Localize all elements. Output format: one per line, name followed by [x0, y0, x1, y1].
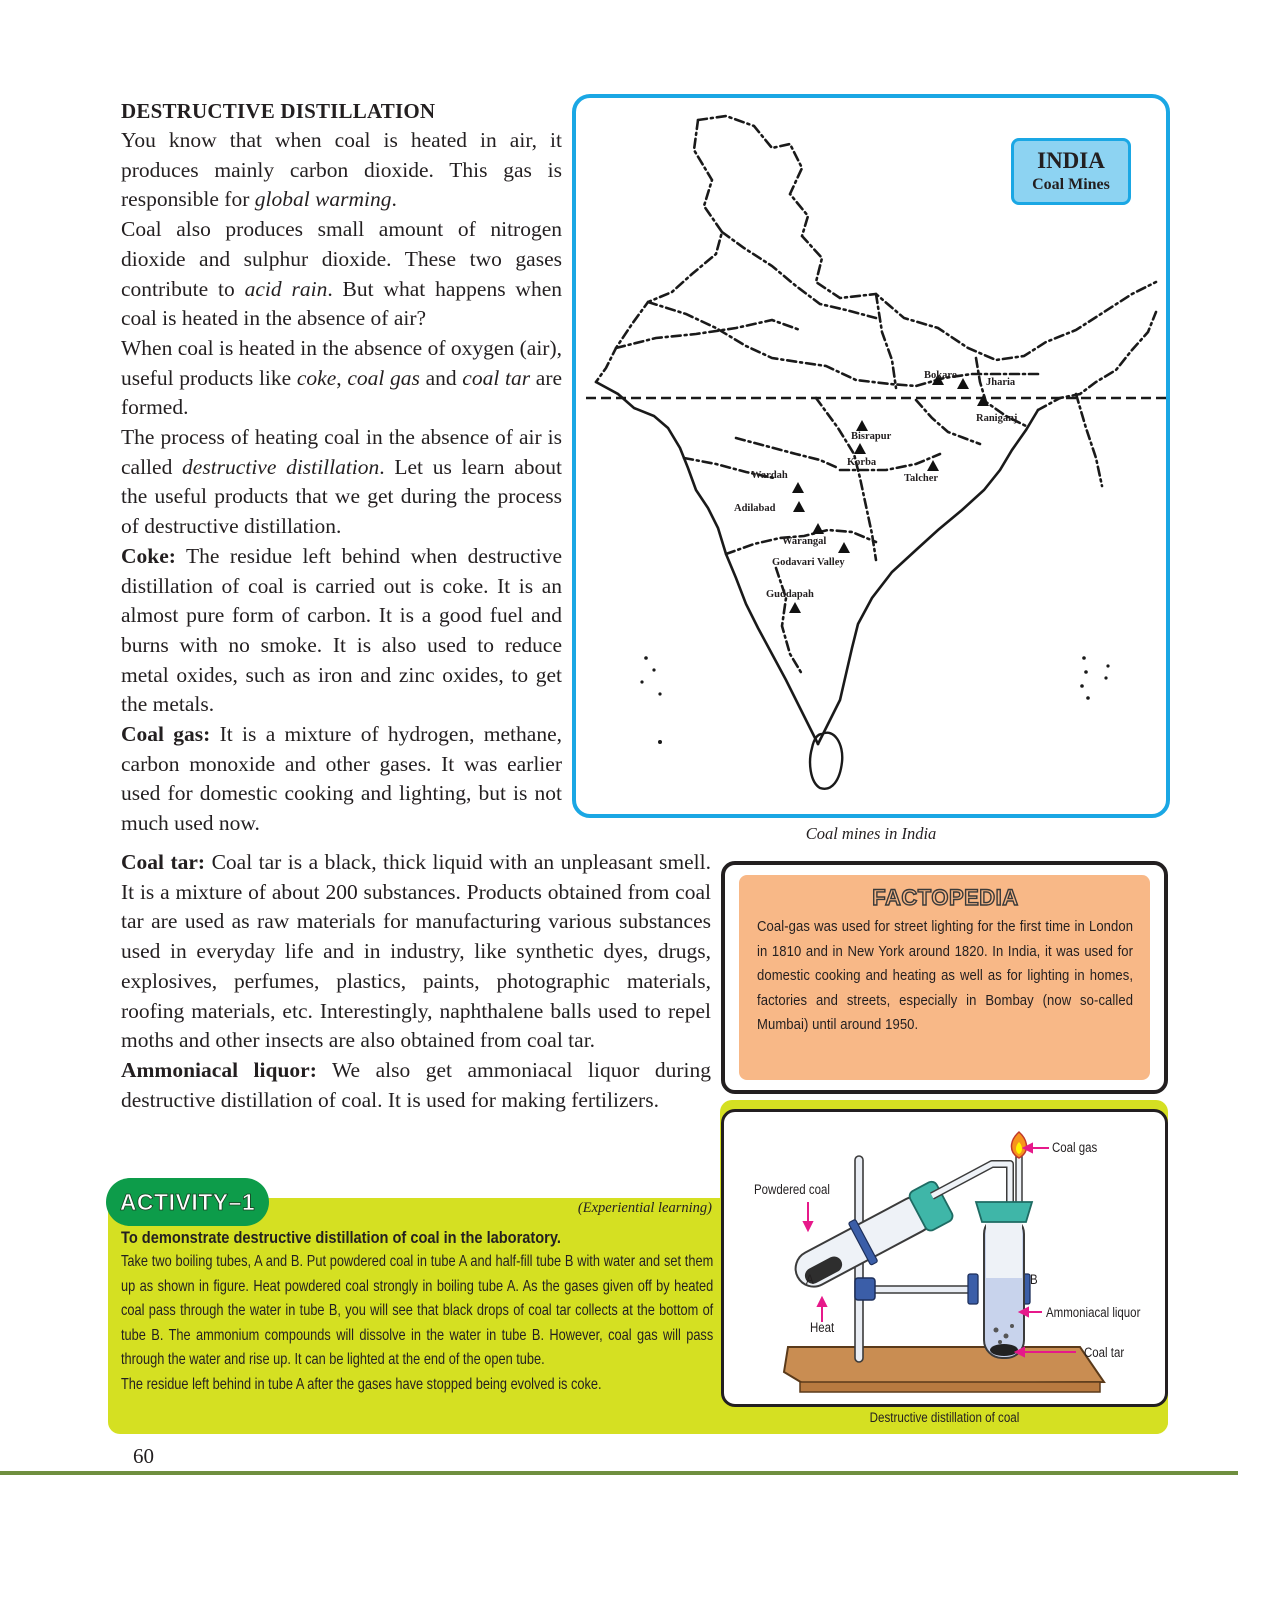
mine-label-bokaro: Bokaro — [924, 370, 958, 381]
coke-text: The residue left behind when destructive distillation of coal is carried out is coke. It is an almost pure form of carbon. It is a good fuel and burns with no smoke. It is also used to reduce metal oxides, such as iron and zinc oxides, to get the metals. — [121, 543, 562, 717]
activity-body — [121, 1226, 713, 1398]
coal-tar-text: Coal tar is a black, thick liquid with an unpleasant smell. It is a mixture of about 200 substances. Products obtained from coal tar are used as raw materials for manufacturing various substances used in everyday life and in industry, like synthetic dyes, drugs, explosives, perfumes, plastics, paints, photographic materials, roofing materials, etc. Interestingly, naphthalene balls used to repel moths and other insects are also obtained from coal tar. — [121, 850, 711, 1053]
sri-lanka-outline — [810, 733, 842, 789]
label-heat: Heat — [810, 1320, 835, 1335]
text-run: are formed. — [121, 365, 563, 420]
mine-label-godavari-valley: Godavari Valley — [772, 557, 845, 568]
coal-gas-text: It is a mixture of hydrogen, methane, carbon monoxide and other gases. It was earlier used for domestic cooking and lighting, but is not much used now. — [121, 722, 562, 836]
coal-gas-paragraph — [121, 720, 562, 839]
mine-marker-guddapah — [789, 602, 801, 613]
clamp-lower — [855, 1278, 875, 1300]
mine-label-warangal: Warangal — [782, 536, 827, 547]
acid-rain-paragraph — [121, 215, 562, 334]
stopper-b — [976, 1202, 1032, 1222]
map-legend-title: INDIA — [1037, 148, 1105, 173]
mine-label-raniganj: Raniganj — [976, 413, 1018, 424]
horizontal-rod — [864, 1286, 974, 1293]
label-coal-tar: Coal tar — [1084, 1345, 1125, 1360]
emphasis-term: destructive distillation — [182, 454, 380, 479]
coke-paragraph — [121, 542, 562, 720]
mine-label-bisrapur: Bisrapur — [851, 431, 892, 442]
text-run: . Let us learn about the useful products that we get during the process of destructive distillation. — [121, 454, 562, 539]
ammoniacal-liquor-text: We also get ammoniacal liquor during destructive distillation of coal. It is used for making fertilizers. — [121, 1057, 711, 1112]
activity-badge — [106, 1178, 269, 1226]
mine-label-korba: Korba — [847, 457, 877, 468]
state-boundaries — [596, 116, 1156, 744]
intro-paragraph — [121, 126, 562, 215]
footer-rule — [0, 1471, 1238, 1475]
intro-column — [121, 98, 562, 839]
activity-paragraph: The residue left behind in tube A after the gases have stopped being evolved is coke. — [121, 1375, 602, 1393]
text-run: You know that when coal is heated in air, it produces mainly carbon dioxide. This gas is responsible for — [121, 128, 562, 212]
apparatus-illustration — [724, 1112, 1165, 1404]
emphasis-term: coke — [296, 365, 337, 390]
text-run: . But what happens when coal is heated in the absence of air? — [121, 276, 563, 331]
coal-tar-term: Coal tar: — [121, 850, 206, 874]
text-run: Coal also produces small amount of nitrogen dioxide and sulphur dioxide. These two gases contribute to — [121, 217, 562, 301]
section-title: DESTRUCTIVE DISTILLATION — [121, 99, 436, 123]
text-run: , — [336, 365, 348, 390]
activity-paragraph: Take two boiling tubes, A and B. Put powdered coal in tube A and half-fill tube B with water and set them up as shown in figure. Heat powdered coal strongly in boiling tube A. As the gases given off by heated coal pass through the water in tube B, you will see that black drops of coal tar collects at the bottom of tube B. The ammonium compounds will dissolve in the water in tube B. However, coal gas will pass through the water and rise up. It can be lighted at the end of the open tube. — [121, 1253, 714, 1369]
text-run: . — [391, 187, 397, 212]
apparatus-figure — [721, 1109, 1168, 1407]
label-powdered-coal: Powdered coal — [754, 1182, 830, 1197]
mine-marker-jharia — [957, 378, 969, 389]
mine-marker-adilabad — [793, 501, 805, 512]
activity-heading: To demonstrate destructive distillation of coal in the laboratory. — [121, 1228, 561, 1247]
text-run: When coal is heated in the absence of oxygen (air), useful products like — [121, 335, 562, 390]
label-ammoniacal-liquor: Ammoniacal liquor — [1046, 1305, 1141, 1320]
coke-term: Coke: — [121, 543, 176, 568]
mine-label-wardah: Wardah — [751, 470, 788, 481]
mine-marker-warangal — [812, 523, 824, 534]
mine-label-talcher: Talcher — [904, 473, 939, 484]
activity-instructions — [121, 1250, 713, 1398]
emphasis-term: global warming — [254, 187, 392, 212]
mine-marker-wardah — [792, 482, 804, 493]
mine-label-jharia: Jharia — [986, 377, 1016, 388]
mine-label-adilabad: Adilabad — [734, 503, 776, 514]
island-dots — [640, 656, 1109, 744]
emphasis-term: coal tar — [462, 365, 531, 390]
india-outline-map — [576, 98, 1166, 814]
mine-marker-talcher — [927, 460, 939, 471]
label-tube-b: B — [1030, 1272, 1038, 1287]
label-tube-a: A — [806, 1272, 814, 1287]
definition-paragraph — [121, 423, 562, 542]
coal-gas-term: Coal gas: — [121, 722, 211, 747]
coal-mines-map — [572, 94, 1170, 818]
mine-marker-korba — [854, 443, 866, 454]
mine-marker-godavari-valley — [838, 542, 850, 553]
activity-badge-label: ACTIVITY–1 — [119, 1189, 256, 1215]
map-legend-subtitle: Coal Mines — [1032, 176, 1110, 193]
mine-marker-bisrapur — [856, 420, 868, 431]
text-run: The process of heating coal in the absence of air is called — [121, 425, 562, 479]
products-paragraph — [121, 334, 562, 423]
map-caption: Coal mines in India — [805, 824, 937, 843]
factopedia-panel — [739, 875, 1150, 1080]
label-coal-gas: Coal gas — [1052, 1140, 1098, 1155]
coal-tar-paragraph — [121, 848, 711, 1056]
emphasis-term: acid rain — [244, 276, 328, 301]
figure-caption: Destructive distillation of coal — [869, 1410, 1020, 1425]
factopedia-box — [721, 861, 1168, 1094]
activity-tag: (Experiential learning) — [577, 1200, 712, 1216]
emphasis-term: coal gas — [347, 365, 420, 390]
ammoniacal-liquor-term: Ammoniacal liquor: — [121, 1057, 317, 1082]
products-column — [121, 848, 711, 1115]
mine-marker-raniganj — [977, 395, 989, 406]
mine-label-guddapah: Guddapah — [766, 589, 814, 600]
coal-tar-deposit — [990, 1344, 1018, 1356]
factopedia-title: FACTOPEDIA — [872, 885, 1019, 910]
ammoniacal-liquor-paragraph — [121, 1056, 711, 1115]
text-run: and — [419, 365, 463, 390]
page-number: 60 — [133, 1444, 154, 1468]
factopedia-text: Coal-gas was used for street lighting for the first time in London in 1810 and in New York around 1820. In India, it was used for domestic cooking and heating as well as for lighting in homes, factories and streets, especially in Bombay (now so-called Mumbai) until around 1950. — [757, 918, 1134, 1033]
map-legend — [1011, 138, 1131, 205]
